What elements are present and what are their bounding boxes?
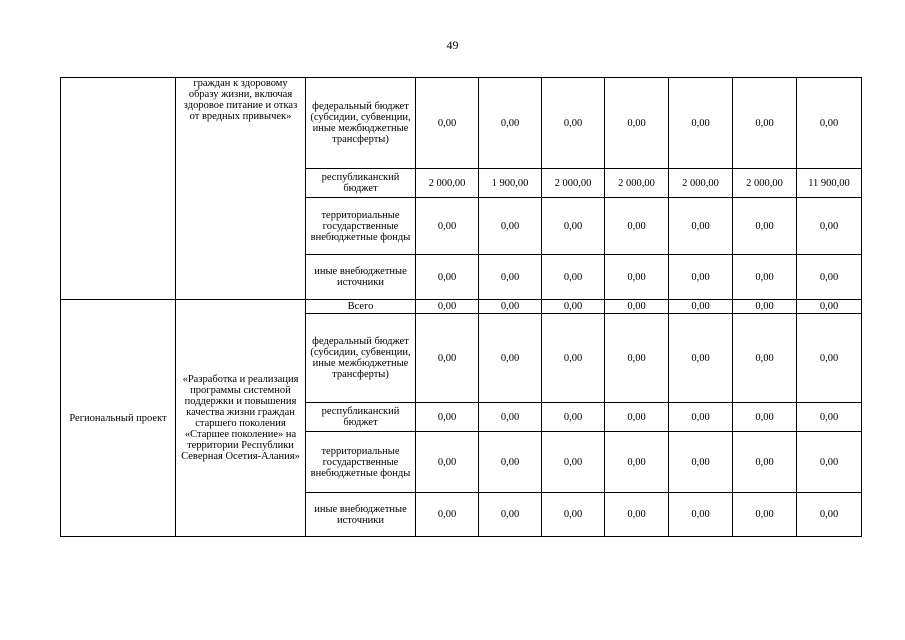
value-cell: 0,00 (605, 493, 669, 537)
value-cell: 0,00 (669, 432, 733, 493)
value-cell: 0,00 (416, 300, 479, 314)
value-cell: 0,00 (669, 198, 733, 255)
value-cell: 0,00 (479, 300, 542, 314)
value-cell: 0,00 (479, 314, 542, 403)
value-cell: 2 000,00 (733, 169, 797, 198)
value-cell: 0,00 (605, 198, 669, 255)
value-cell: 2 000,00 (416, 169, 479, 198)
value-cell: 0,00 (733, 78, 797, 169)
value-cell: 2 000,00 (605, 169, 669, 198)
value-cell: 0,00 (733, 198, 797, 255)
measure-name-cell: «Разработка и реализация программы системной поддержки и повышения качества жизни граждан старшего поколения «Старшее поколение» на территории Республики Северная Осетия-Алания» (176, 300, 306, 537)
value-cell: 0,00 (669, 493, 733, 537)
value-cell: 0,00 (479, 403, 542, 432)
value-cell: 0,00 (479, 198, 542, 255)
value-cell: 0,00 (416, 78, 479, 169)
value-cell: 0,00 (416, 314, 479, 403)
value-cell: 0,00 (605, 255, 669, 300)
value-cell: 0,00 (479, 493, 542, 537)
value-cell: 0,00 (479, 78, 542, 169)
value-cell: 0,00 (669, 78, 733, 169)
value-cell: 0,00 (733, 403, 797, 432)
value-cell: 0,00 (416, 198, 479, 255)
total-cell: 0,00 (797, 78, 862, 169)
value-cell: 0,00 (605, 403, 669, 432)
value-cell: 0,00 (669, 300, 733, 314)
funding-source: Всего (306, 300, 416, 314)
value-cell: 0,00 (416, 255, 479, 300)
total-cell: 0,00 (797, 300, 862, 314)
value-cell: 0,00 (479, 255, 542, 300)
value-cell: 0,00 (542, 403, 605, 432)
measure-name-cell: граждан к здоровому образу жизни, включая здоровое питание и отказ от вредных привычек» (176, 78, 306, 300)
total-cell: 11 900,00 (797, 169, 862, 198)
value-cell: 0,00 (416, 493, 479, 537)
value-cell: 2 000,00 (542, 169, 605, 198)
value-cell: 0,00 (733, 300, 797, 314)
value-cell: 0,00 (669, 403, 733, 432)
value-cell: 0,00 (605, 300, 669, 314)
value-cell: 0,00 (605, 432, 669, 493)
value-cell: 0,00 (542, 314, 605, 403)
page-number: 49 (446, 38, 459, 52)
value-cell: 0,00 (542, 432, 605, 493)
total-cell: 0,00 (797, 403, 862, 432)
total-cell: 0,00 (797, 255, 862, 300)
value-cell: 0,00 (733, 255, 797, 300)
budget-table (60, 77, 862, 537)
value-cell: 0,00 (605, 314, 669, 403)
table-row (61, 78, 862, 169)
value-cell: 0,00 (733, 432, 797, 493)
type-cell (61, 78, 176, 300)
value-cell: 0,00 (733, 493, 797, 537)
value-cell: 0,00 (669, 255, 733, 300)
value-cell: 0,00 (479, 432, 542, 493)
funding-source: федеральный бюджет (субсидии, субвенции, иные межбюджетные трансферты) (306, 78, 416, 169)
value-cell: 0,00 (542, 300, 605, 314)
table-body (61, 78, 862, 537)
funding-source: иные внебюджетные источники (306, 493, 416, 537)
funding-source: иные внебюджетные источники (306, 255, 416, 300)
funding-source: республиканский бюджет (306, 403, 416, 432)
value-cell: 0,00 (542, 493, 605, 537)
funding-source: территориальные государственные внебюджетные фонды (306, 432, 416, 493)
table-row (61, 300, 862, 314)
value-cell: 1 900,00 (479, 169, 542, 198)
funding-source: республиканский бюджет (306, 169, 416, 198)
value-cell: 0,00 (416, 432, 479, 493)
total-cell: 0,00 (797, 493, 862, 537)
value-cell: 0,00 (605, 78, 669, 169)
value-cell: 0,00 (416, 403, 479, 432)
project-type-cell: Региональный проект (61, 300, 176, 537)
value-cell: 0,00 (542, 198, 605, 255)
value-cell: 0,00 (542, 78, 605, 169)
funding-source: федеральный бюджет (субсидии, субвенции, иные межбюджетные трансферты) (306, 314, 416, 403)
value-cell: 0,00 (669, 314, 733, 403)
funding-source: территориальные государственные внебюджетные фонды (306, 198, 416, 255)
value-cell: 0,00 (733, 314, 797, 403)
total-cell: 0,00 (797, 198, 862, 255)
total-cell: 0,00 (797, 432, 862, 493)
total-cell: 0,00 (797, 314, 862, 403)
value-cell: 2 000,00 (669, 169, 733, 198)
value-cell: 0,00 (542, 255, 605, 300)
